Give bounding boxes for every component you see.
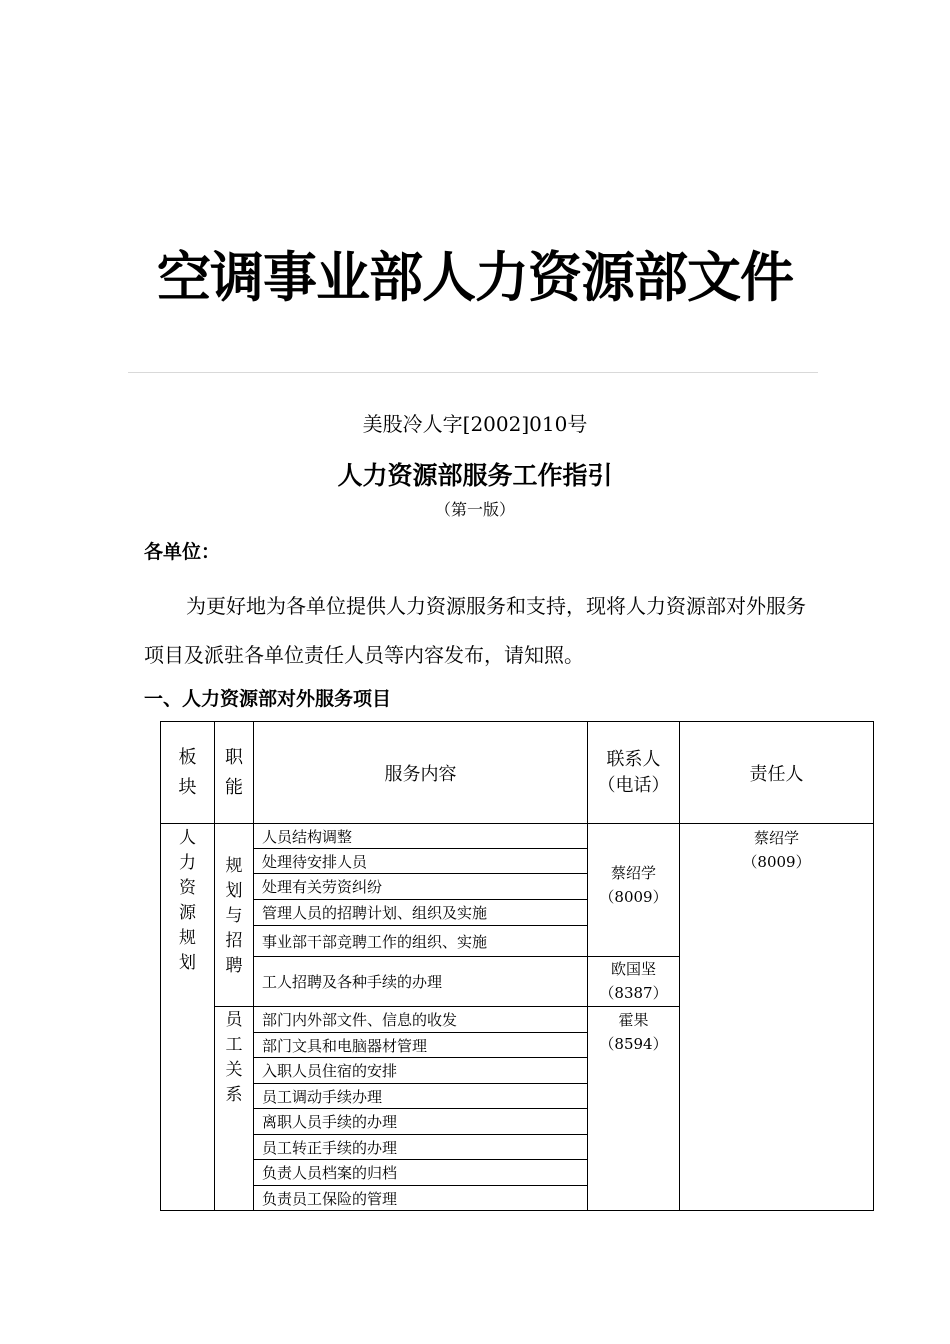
salutation: 各单位： <box>144 541 221 563</box>
service-item: 处理有关劳资纠纷 <box>254 874 588 900</box>
header-contact: 联系人（电话） <box>588 722 680 824</box>
document-edition: （第一版） <box>434 500 515 519</box>
function-cell-planning: 规划与招聘 <box>215 824 254 1007</box>
header-divider <box>128 372 818 373</box>
contact-cell <box>588 1007 680 1211</box>
service-table <box>160 721 874 1211</box>
document-org-title: 空调事业部人力资源部文件 <box>157 246 793 309</box>
contact-phone: （8387） <box>599 984 668 1002</box>
service-item: 员工调动手续办理 <box>254 1084 588 1109</box>
service-item: 部门文具和电脑器材管理 <box>254 1033 588 1058</box>
header-function: 职能 <box>215 722 254 824</box>
contact-name: 蔡绍学 <box>610 864 656 882</box>
contact-phone: （8594） <box>599 1035 668 1053</box>
service-item: 离职人员手续的办理 <box>254 1109 588 1135</box>
service-item: 工人招聘及各种手续的办理 <box>254 957 588 1007</box>
module-cell: 人力资源规划 <box>161 824 215 1211</box>
document-subject: 人力资源部服务工作指引 <box>337 461 613 490</box>
table-header-row <box>161 722 874 824</box>
responsible-name: 蔡绍学 <box>753 829 799 847</box>
service-item: 人员结构调整 <box>254 824 588 849</box>
intro-paragraph: 为更好地为各单位提供人力资源服务和支持，现将人力资源部对外服务项目及派驻各单位责任人员等内容发布，请知照。 <box>144 594 806 667</box>
service-item: 事业部干部竞聘工作的组织、实施 <box>254 926 588 957</box>
contact-name: 欧国坚 <box>610 960 656 978</box>
function-cell-employee-relations: 员工关系 <box>215 1007 254 1211</box>
service-item: 负责员工保险的管理 <box>254 1186 588 1211</box>
service-item: 管理人员的招聘计划、组织及实施 <box>254 900 588 926</box>
header-module: 板块 <box>161 722 215 824</box>
service-item: 入职人员住宿的安排 <box>254 1058 588 1084</box>
contact-cell <box>588 957 680 1007</box>
service-item: 部门内外部文件、信息的收发 <box>254 1007 588 1033</box>
document-number: 美股冷人字[2002]010号 <box>362 412 588 436</box>
responsible-cell <box>680 824 874 1211</box>
section-heading: 一、人力资源部对外服务项目 <box>144 688 392 710</box>
contact-phone: （8009） <box>599 888 668 906</box>
service-item: 处理待安排人员 <box>254 849 588 874</box>
service-item: 负责人员档案的归档 <box>254 1160 588 1186</box>
header-responsible: 责任人 <box>680 722 874 824</box>
table-row <box>161 824 874 849</box>
header-service-content: 服务内容 <box>254 722 588 824</box>
contact-cell <box>588 824 680 957</box>
contact-name: 霍果 <box>618 1011 649 1029</box>
responsible-phone: （8009） <box>742 853 811 871</box>
service-item: 员工转正手续的办理 <box>254 1135 588 1160</box>
